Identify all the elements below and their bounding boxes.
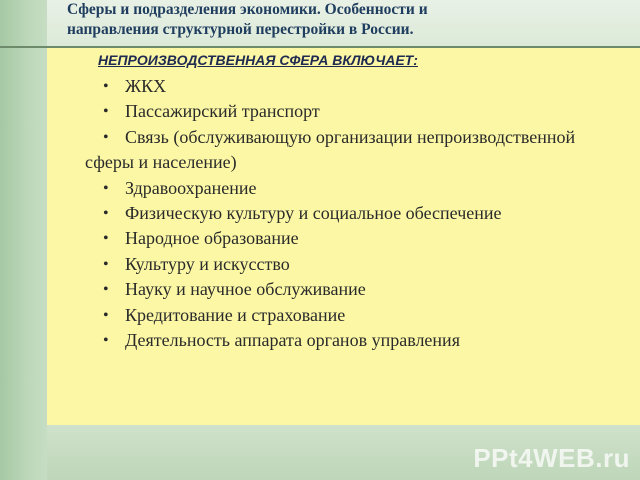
list-item: • Кредитование и страхование [85, 303, 625, 328]
list-item: • Связь (обслуживающую организации непроизводственной сферы и население) [85, 125, 625, 176]
slide-title: Сферы и подразделения экономики. Особенности и направления структурной перестройки в России. [67, 1, 428, 38]
slide-footer [47, 425, 640, 480]
bullet-list [85, 74, 625, 353]
list-item: • Культуру и искусство [85, 252, 625, 277]
left-decorative-bar [0, 0, 47, 480]
list-item: • Деятельность аппарата органов управления [85, 328, 625, 353]
list-item: • Пассажирский транспорт [85, 99, 625, 124]
watermark-logo: PPt4WEB.ru [473, 443, 630, 473]
list-item: • Здравоохранение [85, 176, 625, 201]
list-item: • Физическую культуру и социальное обеспечение [85, 201, 625, 226]
list-subheading: НЕПРОИЗВОДСТВЕННАЯ СФЕРА ВКЛЮЧАЕТ: [98, 52, 418, 68]
list-item: • Науку и научное обслуживание [85, 277, 625, 302]
list-item: • Народное образование [85, 226, 625, 251]
list-item: • ЖКХ [85, 74, 625, 99]
